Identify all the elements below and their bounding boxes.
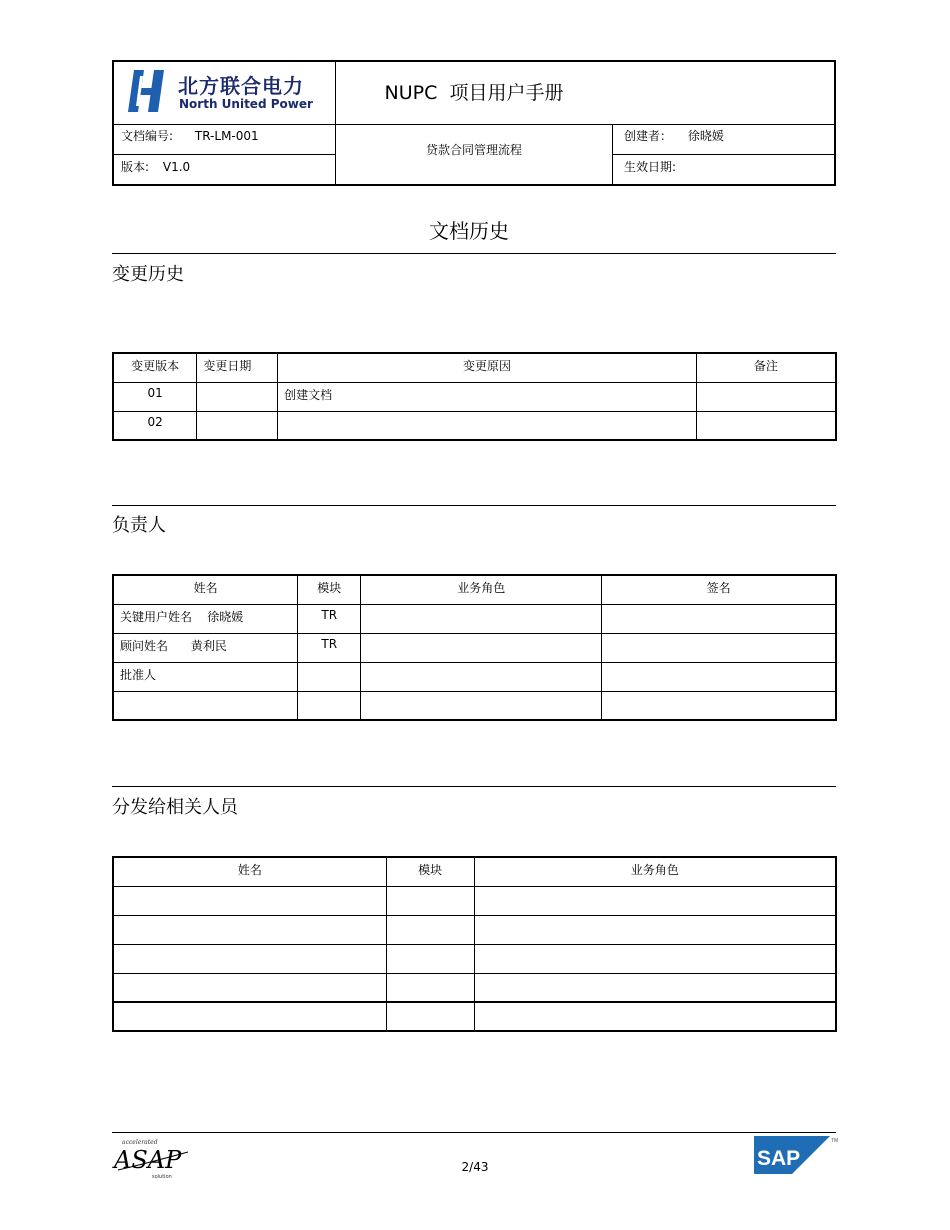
- distribution-table: [112, 856, 837, 1032]
- column-header: 姓名: [113, 857, 386, 886]
- effective-date-label: 生效日期:: [624, 160, 677, 174]
- column-header: 模块: [298, 575, 361, 604]
- table-cell: [197, 382, 278, 411]
- table-row: [113, 973, 836, 1002]
- table-cell: 批准人: [113, 662, 298, 691]
- doc-number-label: 文档编号:: [121, 129, 174, 143]
- table-cell: [602, 691, 836, 720]
- table-row: [113, 662, 836, 691]
- table-cell: [386, 886, 474, 915]
- table-cell: 关键用户姓名 徐晓媛: [113, 604, 298, 633]
- doc-number-value: TR-LM-001: [194, 129, 259, 143]
- table-cell: 顾问姓名 黄利民: [113, 633, 298, 662]
- change-history-table: [112, 352, 837, 441]
- table-cell: 创建文档: [278, 382, 697, 411]
- table-row: [113, 382, 836, 411]
- creator-value: 徐晓媛: [687, 129, 724, 143]
- document-history-title: 文档历史: [429, 219, 509, 243]
- sap-logo: [754, 1136, 838, 1176]
- table-cell: [197, 411, 278, 440]
- column-header: 业务角色: [361, 575, 602, 604]
- table-cell: [696, 411, 836, 440]
- table-cell: [386, 944, 474, 973]
- column-header: 签名: [602, 575, 836, 604]
- sap-logo-icon: [754, 1136, 838, 1176]
- table-header-row: [113, 353, 836, 382]
- svg-text:solution: solution: [152, 1174, 172, 1180]
- table-cell: [386, 1002, 474, 1031]
- column-header: 姓名: [113, 575, 298, 604]
- table-row: [113, 944, 836, 973]
- table-cell: 01: [113, 382, 197, 411]
- svg-text:accelerated: accelerated: [122, 1139, 158, 1146]
- table-cell: [298, 691, 361, 720]
- table-cell: [361, 604, 602, 633]
- column-header: 变更原因: [278, 353, 697, 382]
- version: [121, 158, 190, 175]
- table-cell: [474, 1002, 836, 1031]
- table-cell: [361, 633, 602, 662]
- table-cell: [298, 662, 361, 691]
- table-cell: TR: [298, 633, 361, 662]
- table-cell: [474, 886, 836, 915]
- table-row: [113, 1002, 836, 1031]
- column-header: 备注: [696, 353, 836, 382]
- table-cell: [113, 915, 386, 944]
- table-cell: [696, 382, 836, 411]
- responsible-table: [112, 574, 837, 721]
- document-header: [112, 60, 836, 186]
- distribution-heading: 分发给相关人员: [112, 797, 238, 818]
- table-cell: TR: [298, 604, 361, 633]
- svg-text:TM: TM: [831, 1138, 838, 1144]
- column-header: 模块: [386, 857, 474, 886]
- logo-chinese-text: 北方联合电力: [178, 74, 304, 98]
- column-header: 变更日期: [197, 353, 278, 382]
- table-row: [113, 604, 836, 633]
- creator: [624, 127, 724, 144]
- table-cell: [113, 1002, 386, 1031]
- page-number: 2/43: [461, 1160, 489, 1174]
- version-label: 版本:: [121, 160, 150, 174]
- table-cell: [602, 633, 836, 662]
- manual-title: NUPC 项目用户手册: [384, 82, 564, 104]
- table-cell: [113, 691, 298, 720]
- table-cell: [474, 915, 836, 944]
- asap-logo-text: ASAP: [114, 1146, 182, 1174]
- responsible-heading: 负责人: [112, 515, 166, 536]
- column-header: 业务角色: [474, 857, 836, 886]
- column-header: 变更版本: [113, 353, 197, 382]
- table-cell: 02: [113, 411, 197, 440]
- table-cell: [386, 973, 474, 1002]
- table-cell: [361, 662, 602, 691]
- table-cell: [602, 604, 836, 633]
- logo-english-text: North United Power: [179, 97, 313, 111]
- creator-label: 创建者：: [624, 129, 673, 143]
- table-cell: [602, 662, 836, 691]
- table-row: [113, 633, 836, 662]
- company-logo-icon: [126, 68, 170, 114]
- table-row: [113, 915, 836, 944]
- subject: 贷款合同管理流程: [425, 143, 522, 157]
- table-cell: [113, 886, 386, 915]
- change-history-heading: 变更历史: [112, 264, 184, 285]
- version-value: V1.0: [162, 160, 191, 174]
- sap-logo-text: SAP: [757, 1147, 801, 1170]
- table-header-row: [113, 857, 836, 886]
- table-row: [113, 886, 836, 915]
- company-logo: [122, 66, 330, 122]
- table-header-row: [113, 575, 836, 604]
- doc-number: [121, 127, 259, 144]
- table-cell: [113, 973, 386, 1002]
- table-cell: [386, 915, 474, 944]
- table-row: [113, 691, 836, 720]
- table-cell: [474, 944, 836, 973]
- table-cell: [361, 691, 602, 720]
- table-cell: [278, 411, 697, 440]
- table-row: [113, 411, 836, 440]
- table-cell: [474, 973, 836, 1002]
- table-cell: [113, 944, 386, 973]
